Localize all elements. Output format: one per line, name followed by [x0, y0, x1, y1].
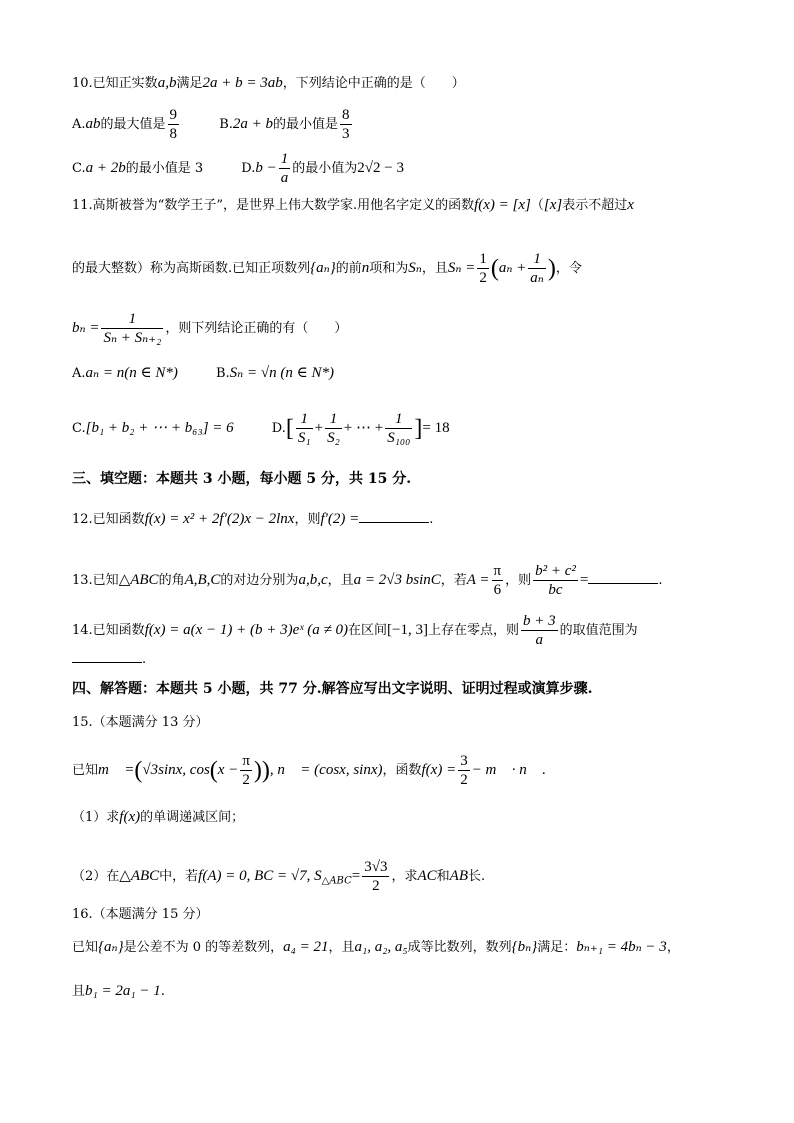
q10-options-ab: [72, 106, 734, 143]
q16-line1-mid2: ，且: [328, 940, 355, 955]
q13-mid5: ，则: [505, 573, 532, 588]
q10-option-b-num: 8: [342, 107, 350, 123]
q10-option-c-expr: a + 2b: [85, 160, 126, 176]
q10-option-d-num: 1: [280, 151, 289, 167]
q11-paren-right: ): [547, 255, 556, 282]
q10-vars: a,b: [157, 75, 177, 91]
q11-options-ab: [72, 364, 734, 383]
q15-pi-den: 2: [242, 772, 250, 788]
q15-part2-ab: AB: [449, 868, 468, 884]
q10-option-c-label: C.: [72, 161, 86, 176]
q11-sn: Sₙ: [408, 260, 422, 276]
q15-part2-triangle: △ABC: [119, 868, 160, 884]
q14-ask-fraction: [521, 612, 558, 649]
q14-function: f(x) = a(x − 1) + (b + 3)eˣ (a ≠ 0): [144, 622, 348, 638]
q13-end: .: [658, 573, 663, 588]
q12-prefix: 12.已知函数: [72, 512, 145, 527]
q11-line2-prefix: 的最大整数）称为高斯函数.已知正项数列: [72, 261, 311, 276]
q14: [72, 612, 734, 649]
q11-line2-mid2: 项和为: [369, 261, 409, 276]
q11-options-cd: [72, 410, 734, 447]
q15-pi-num: π: [242, 753, 250, 769]
q16-recurrence: bₙ₊₁ = 4bₙ − 3: [576, 939, 667, 955]
q13-mid3: ，且: [327, 573, 354, 588]
q16-line2-prefix: 且: [72, 984, 86, 999]
q13-eq: =: [579, 572, 589, 588]
q15-header: 15.（本题满分 13 分）: [72, 715, 209, 730]
q11-x: x: [627, 197, 634, 213]
q10-option-d: [241, 150, 404, 187]
q16-a4: a₄ = 21: [283, 939, 329, 955]
q12-function: f(x) = x² + 2f′(2)x − 2lnx: [144, 511, 295, 527]
q11-sequence: {aₙ}: [310, 260, 336, 276]
q11-gauss-function: f(x) = [x]: [474, 197, 531, 213]
q11-option-d-result: = 18: [422, 420, 450, 436]
q10-condition: 2a + b = 3ab: [202, 75, 283, 91]
q15-part2-prefix: （2）在: [72, 869, 120, 884]
q15-func-prefix: ，函数: [382, 763, 422, 778]
q12-end: .: [429, 512, 434, 527]
q14-answer-blank[interactable]: [72, 648, 142, 663]
q16-seq-b: {bₙ}: [511, 939, 538, 955]
q15-part1-end: 的单调递减区间；: [140, 810, 245, 825]
q15-part2-sub: △ABC: [321, 875, 352, 887]
q11-option-d-term3: [385, 410, 412, 447]
q11-line2-mid3: ，且: [421, 261, 448, 276]
q10-option-a-num: 9: [169, 107, 178, 123]
q11-option-d: [272, 410, 450, 447]
q10-option-c-text: 的最小值是 3: [125, 161, 204, 176]
q11-option-d-bracket-left: [: [285, 415, 294, 442]
q15-given: [72, 752, 734, 789]
q11-option-d-term1-den: S₁: [297, 430, 311, 446]
q15-m-vector: m⃗ =: [98, 762, 135, 778]
q13-answer-blank[interactable]: [588, 569, 658, 584]
q11-option-d-bracket-right: ]: [414, 415, 423, 442]
q11-option-b-expr: Sₙ = √n (n ∈ N*): [229, 365, 334, 381]
q16-line1: [72, 938, 734, 957]
q10-option-a-den: 8: [169, 126, 178, 142]
q10-option-a: [72, 106, 181, 143]
q11-option-d-plus2: + ⋯ +: [343, 420, 384, 436]
q16-line1-prefix: 已知: [72, 940, 99, 955]
q15-part2-ask: ，求: [391, 869, 418, 884]
q15-given-prefix: 已知: [72, 763, 99, 778]
q14-mid1: 在区间: [348, 623, 388, 638]
q11-option-d-term2-num: 1: [325, 410, 342, 429]
q11-line2-suffix: ，令: [555, 261, 582, 276]
q15-m-inner: x −: [217, 762, 239, 778]
q15-func-num: 3: [460, 753, 468, 769]
q10-option-d-fraction: [279, 150, 291, 187]
q16-header: 16.（本题满分 15 分）: [72, 907, 209, 922]
q10-option-a-text: 的最大值是: [100, 117, 166, 132]
q10-option-b: [219, 106, 353, 143]
q16-line2: [72, 982, 734, 1001]
q11-bn-fraction: [101, 310, 163, 347]
q10-stem-suffix: ，下列结论中正确的是（ ）: [282, 76, 465, 91]
q11-option-a: [72, 364, 178, 383]
q11-line1-suffix: 表示不超过: [562, 198, 628, 213]
q11-line2-mid1: 的前: [335, 261, 362, 276]
q12-mid: ，则: [294, 512, 321, 527]
q15-part1-prefix: （1）求: [72, 810, 120, 825]
q13-ask-num: b² + c²: [535, 563, 576, 579]
q11-option-d-label: D.: [271, 421, 286, 436]
q13-triangle: △ABC: [118, 572, 159, 588]
q10-option-a-label: A.: [72, 117, 86, 132]
q16-line1-end: ，: [666, 940, 680, 955]
q12: [72, 508, 734, 529]
q11-option-d-term1-num: 1: [296, 410, 313, 429]
q11-inner-den: aₙ: [530, 270, 544, 286]
q10-option-a-fraction: [168, 106, 180, 143]
q16-line2-end: .: [160, 984, 165, 999]
q10-option-b-text: 的最小值是: [273, 117, 339, 132]
q14-ask-num: b + 3: [522, 613, 556, 629]
q11-formula-lhs: Sₙ =: [447, 260, 476, 276]
q11-option-b-label: B.: [215, 366, 230, 381]
q10-stem: [72, 74, 734, 93]
q11-half-den: 2: [479, 270, 487, 286]
q13-pi-den: 6: [493, 582, 502, 598]
q11-line1-prefix: 11.高斯被誉为“数学王子”，是世界上伟大数学家.用他名字定义的函数: [72, 198, 475, 213]
q15-pi-fraction: [240, 752, 252, 789]
q10-option-d-den: a: [280, 170, 289, 186]
q11-option-c-expr: [b₁ + b₂ + ⋯ + b₆₃] = 6: [85, 420, 234, 436]
q11-n: n: [361, 260, 370, 276]
q10-options-cd: [72, 150, 734, 187]
q11-option-b: [216, 364, 334, 383]
q15-func-fraction: [458, 752, 470, 789]
q13-ask-fraction: [533, 562, 578, 599]
q16-line1-mid3: 成等比数列，数列: [407, 940, 512, 955]
q11-paren-inner: aₙ +: [498, 260, 527, 276]
q15-part2-den: 2: [372, 878, 380, 894]
q11-bn-den: Sₙ + Sₙ₊₂: [103, 330, 162, 346]
q16-line1-mid4: 满足：: [537, 940, 577, 955]
q15-part2-num: 3√3: [364, 859, 388, 875]
q16-line1-mid1: 是公差不为 0 的等差数列，: [123, 940, 284, 955]
q14-prefix: 14.已知函数: [72, 623, 145, 638]
q15-part2-eq: =: [351, 868, 361, 884]
q11-line1: [72, 196, 734, 215]
q10-option-d-label: D.: [241, 161, 256, 176]
q15-part2-fraction: [362, 858, 389, 895]
q13-mid4: ，若: [440, 573, 467, 588]
q11-option-a-label: A.: [72, 366, 86, 381]
q13-prefix: 13.已知: [72, 573, 119, 588]
q14-interval: [−1, 3]: [387, 622, 428, 638]
q10-option-a-expr: ab: [85, 116, 101, 132]
q16-seq-a: {aₙ}: [98, 939, 124, 955]
q11-inner-num: 1: [528, 250, 546, 269]
q15-part2-ac: AC: [417, 868, 437, 884]
q15-m-first: √3sinx, cos: [142, 762, 210, 778]
q13-sides: a,b,c: [298, 572, 328, 588]
q10-option-b-expr: 2a + b: [232, 116, 273, 132]
q15-part2-and: 和: [436, 869, 450, 884]
q14-mid2: 上存在零点，则: [427, 623, 519, 638]
q11-inner-fraction: [528, 250, 546, 287]
q15-part1: [72, 808, 734, 827]
q10-stem-text: 10.已知正实数: [72, 76, 158, 91]
q12-ask: f′(2) =: [320, 511, 360, 527]
q10-option-d-text: 的最小值为: [292, 161, 358, 176]
q10-option-b-den: 3: [342, 126, 350, 142]
q14-ask-den: a: [535, 632, 544, 648]
q11-option-d-term3-den: S₁₀₀: [387, 430, 411, 446]
q15-part2-condition: f(A) = 0, BC = √7, S: [198, 868, 322, 884]
q13-angles: A,B,C: [184, 572, 221, 588]
q15-inner-paren-right: )): [253, 757, 270, 784]
q15-part2-mid: 中，若: [159, 869, 199, 884]
q15-func-den: 2: [460, 772, 468, 788]
q13-pi-fraction: [492, 562, 504, 599]
q11-option-a-expr: aₙ = n(n ∈ N*): [85, 365, 178, 381]
q16-terms: a₁, a₂, a₅: [354, 939, 408, 955]
section-4-title: 四、解答题：本题共 5 小题，共 77 分.解答应写出文字说明、证明过程或演算步骤.: [72, 681, 593, 697]
q10-option-d-expr: b −: [255, 160, 277, 176]
q12-answer-blank[interactable]: [359, 508, 429, 523]
q11-bracket: [x]: [543, 197, 563, 213]
q11-paren-open: （: [530, 198, 544, 213]
q13-mid2: 的对边分别为: [220, 573, 299, 588]
q11-option-d-term3-num: 1: [385, 410, 412, 429]
q16-b1-condition: b₁ = 2a₁ − 1: [85, 983, 161, 999]
q14-answer-line: [72, 648, 734, 669]
q11-option-c-label: C.: [72, 421, 86, 436]
q13-ask-den: bc: [548, 582, 563, 598]
q13-angle-a: A =: [466, 572, 490, 588]
q11-half-fraction: [477, 250, 489, 287]
q11-option-d-term1: [296, 410, 313, 447]
q11-option-d-plus1: +: [314, 420, 324, 436]
q14-end: .: [142, 652, 147, 667]
q11-bn-num: 1: [101, 310, 163, 329]
section-3-title: 三、填空题：本题共 3 小题，每小题 5 分，共 15 分.: [72, 471, 412, 487]
q15-part2: [72, 858, 734, 895]
q13-mid1: 的角: [158, 573, 185, 588]
q15-inner-paren-left: (: [209, 757, 218, 784]
q10-stem-mid: 满足: [176, 76, 203, 91]
q15-n-vector: , n⃗ = (cosx, sinx): [269, 762, 383, 778]
q15-part1-func: f(x): [119, 809, 141, 825]
q14-suffix: 的取值范围为: [559, 623, 638, 638]
q11-paren-left: (: [490, 255, 499, 282]
q10-option-b-fraction: [340, 106, 352, 143]
q13-pi-num: π: [493, 563, 502, 579]
q11-option-d-term2: [325, 410, 342, 447]
q10-option-b-label: B.: [219, 117, 233, 132]
q10-option-d-value: 2√2 − 3: [357, 160, 404, 176]
q15-paren-left: (: [134, 757, 143, 784]
q11-bn-lhs: bₙ =: [72, 320, 100, 336]
q11-half-num: 1: [479, 251, 487, 267]
q15-func-rhs: − m⃗ · n⃗ .: [471, 762, 546, 778]
q15-func-lhs: f(x) =: [421, 762, 457, 778]
q11-option-c: [72, 419, 234, 438]
q13-condition: a = 2√3 bsinC: [353, 572, 441, 588]
q10-option-c: [72, 159, 203, 178]
q11-line2: [72, 250, 734, 287]
q11-option-d-term2-den: S₂: [327, 430, 340, 446]
q11-line3: [72, 310, 734, 347]
q13: [72, 562, 734, 599]
q11-line3-suffix: ，则下列结论正确的有（ ）: [165, 321, 348, 336]
q15-part2-end: 长.: [467, 869, 486, 884]
